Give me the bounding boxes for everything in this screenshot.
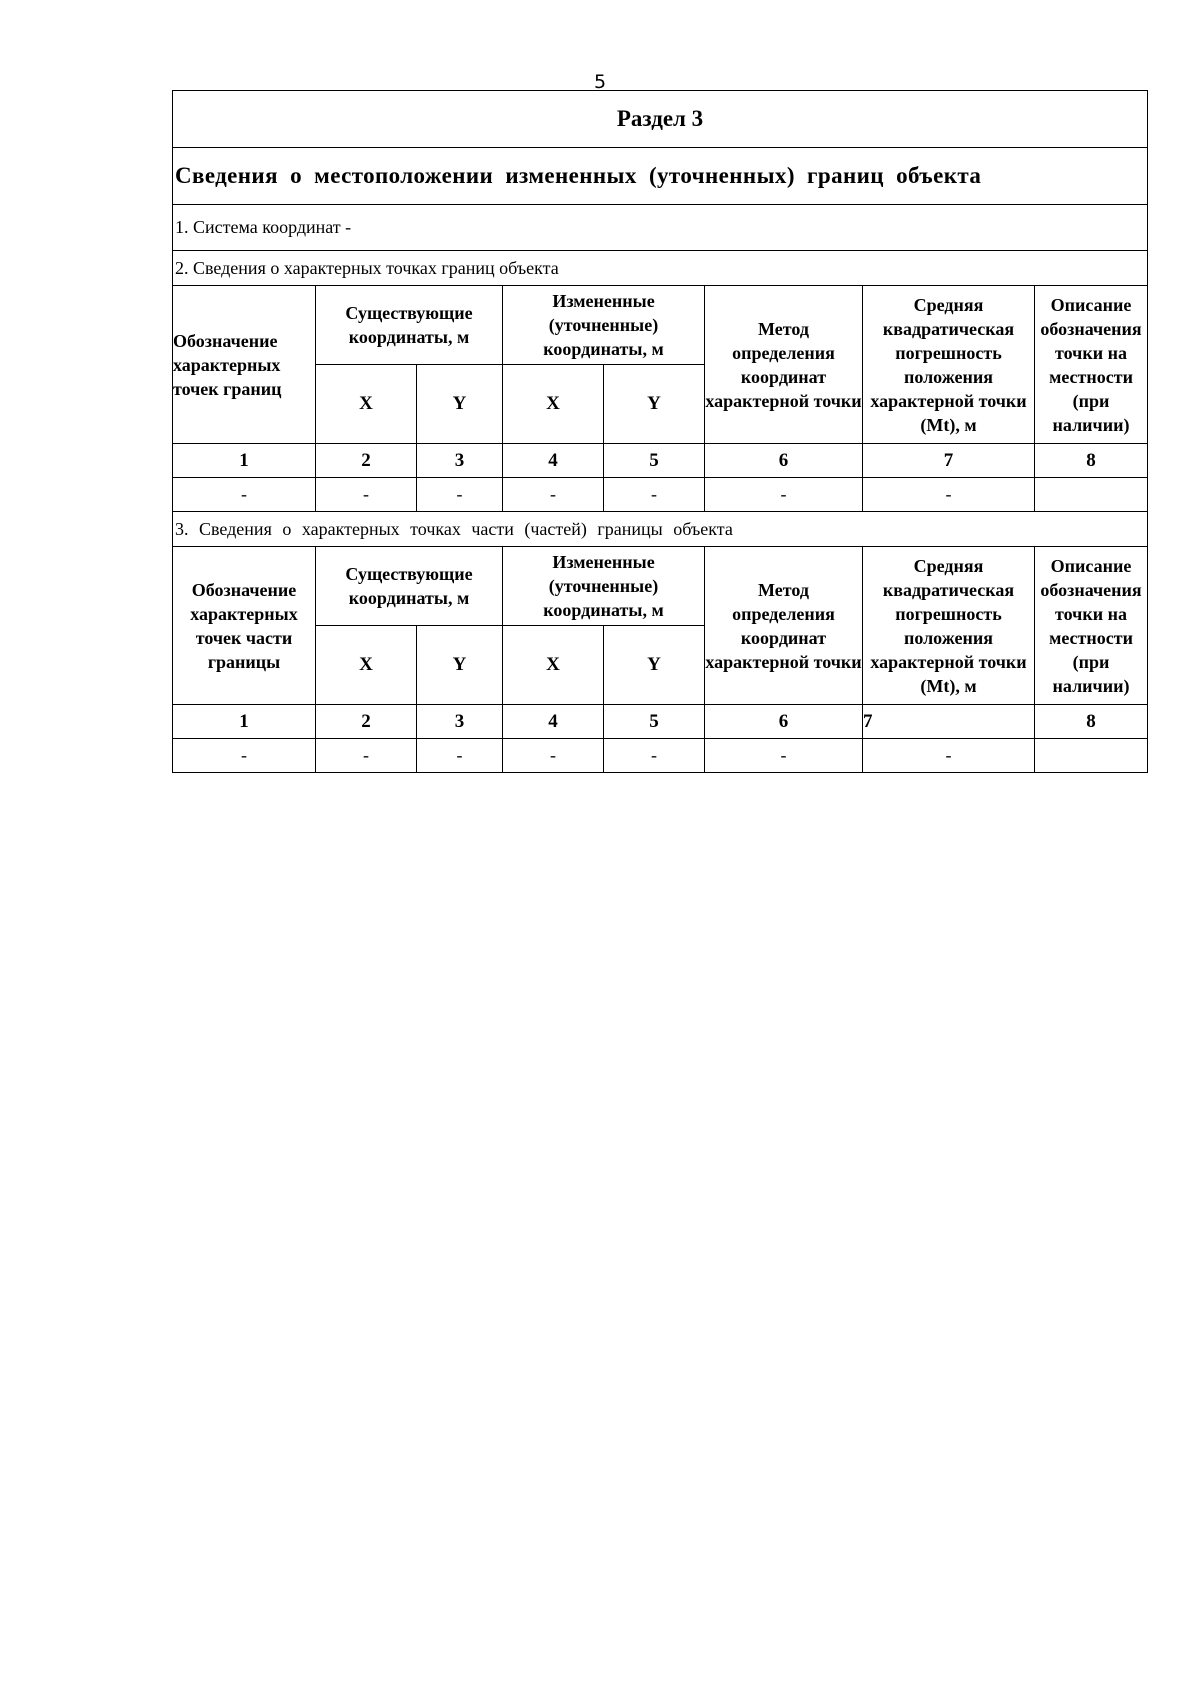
t2-num-cell: 5 xyxy=(604,705,705,739)
t1-cell: - xyxy=(604,478,705,512)
t2-col-designation: Обозначение характерных точек части границы xyxy=(173,547,316,705)
t1-num-cell: 7 xyxy=(863,444,1035,478)
t1-num-cell: 4 xyxy=(503,444,604,478)
table-heading: Сведения о местоположении измененных (уточненных) границ объекта xyxy=(173,148,1148,205)
t2-num-cell: 8 xyxy=(1035,705,1148,739)
boundary-coordinates-table xyxy=(172,90,1148,773)
t1-cell: - xyxy=(503,478,604,512)
coordinate-system: 1. Система координат - xyxy=(173,205,1148,251)
t1-existing-y: Y xyxy=(417,365,503,444)
t1-cell: - xyxy=(316,478,417,512)
t1-col-method: Метод определения координат характерной точки xyxy=(705,286,863,444)
t2-changed-x: X xyxy=(503,626,604,705)
t1-num-cell: 8 xyxy=(1035,444,1148,478)
t1-col-description: Описание обозначения точки на местности (при наличии) xyxy=(1035,286,1148,444)
t1-cell: - xyxy=(173,478,316,512)
t2-existing-y: Y xyxy=(417,626,503,705)
t2-cell: - xyxy=(173,739,316,773)
t1-data-row xyxy=(173,478,1148,512)
t1-number-row xyxy=(173,444,1148,478)
t2-cell xyxy=(1035,739,1148,773)
t2-changed-y: Y xyxy=(604,626,705,705)
t2-cell: - xyxy=(503,739,604,773)
t2-col-error: Средняя квадратическая погрешность положения характерной точки (Mt), м xyxy=(863,547,1035,705)
t2-cell: - xyxy=(417,739,503,773)
t1-num-cell: 5 xyxy=(604,444,705,478)
t2-num-cell: 4 xyxy=(503,705,604,739)
t1-col-changed: Измененные (уточненные) координаты, м xyxy=(503,286,705,365)
t1-num-cell: 6 xyxy=(705,444,863,478)
t1-num-cell: 3 xyxy=(417,444,503,478)
t2-cell: - xyxy=(604,739,705,773)
t1-col-error: Средняя квадратическая погрешность положения характерной точки (Mt), м xyxy=(863,286,1035,444)
t1-col-designation: Обозначение характерных точек границ xyxy=(173,286,316,444)
t1-existing-x: X xyxy=(316,365,417,444)
t1-cell: - xyxy=(863,478,1035,512)
t1-cell xyxy=(1035,478,1148,512)
t1-cell: - xyxy=(417,478,503,512)
t2-cell: - xyxy=(863,739,1035,773)
t1-num-cell: 2 xyxy=(316,444,417,478)
t1-col-existing: Существующие координаты, м xyxy=(316,286,503,365)
section-title: Раздел 3 xyxy=(173,91,1148,148)
t2-num-cell: 3 xyxy=(417,705,503,739)
t1-changed-y: Y xyxy=(604,365,705,444)
t2-num-cell: 6 xyxy=(705,705,863,739)
t1-changed-x: X xyxy=(503,365,604,444)
t2-data-row xyxy=(173,739,1148,773)
t2-number-row xyxy=(173,705,1148,739)
t1-cell: - xyxy=(705,478,863,512)
t2-col-changed: Измененные (уточненные) координаты, м xyxy=(503,547,705,626)
t1-num-cell: 1 xyxy=(173,444,316,478)
t2-num-cell: 2 xyxy=(316,705,417,739)
table2-subtitle: 3. Сведения о характерных точках части (частей) границы объекта xyxy=(173,512,1148,547)
page-number: 5 xyxy=(593,71,607,93)
t2-num-cell: 1 xyxy=(173,705,316,739)
t2-col-method: Метод определения координат характерной точки xyxy=(705,547,863,705)
table1-subtitle: 2. Сведения о характерных точках границ объекта xyxy=(173,251,1148,286)
t2-col-description: Описание обозначения точки на местности (при наличии) xyxy=(1035,547,1148,705)
t2-existing-x: X xyxy=(316,626,417,705)
t2-col-existing: Существующие координаты, м xyxy=(316,547,503,626)
t2-cell: - xyxy=(316,739,417,773)
t2-cell: - xyxy=(705,739,863,773)
t2-num-cell: 7 xyxy=(863,705,1035,739)
